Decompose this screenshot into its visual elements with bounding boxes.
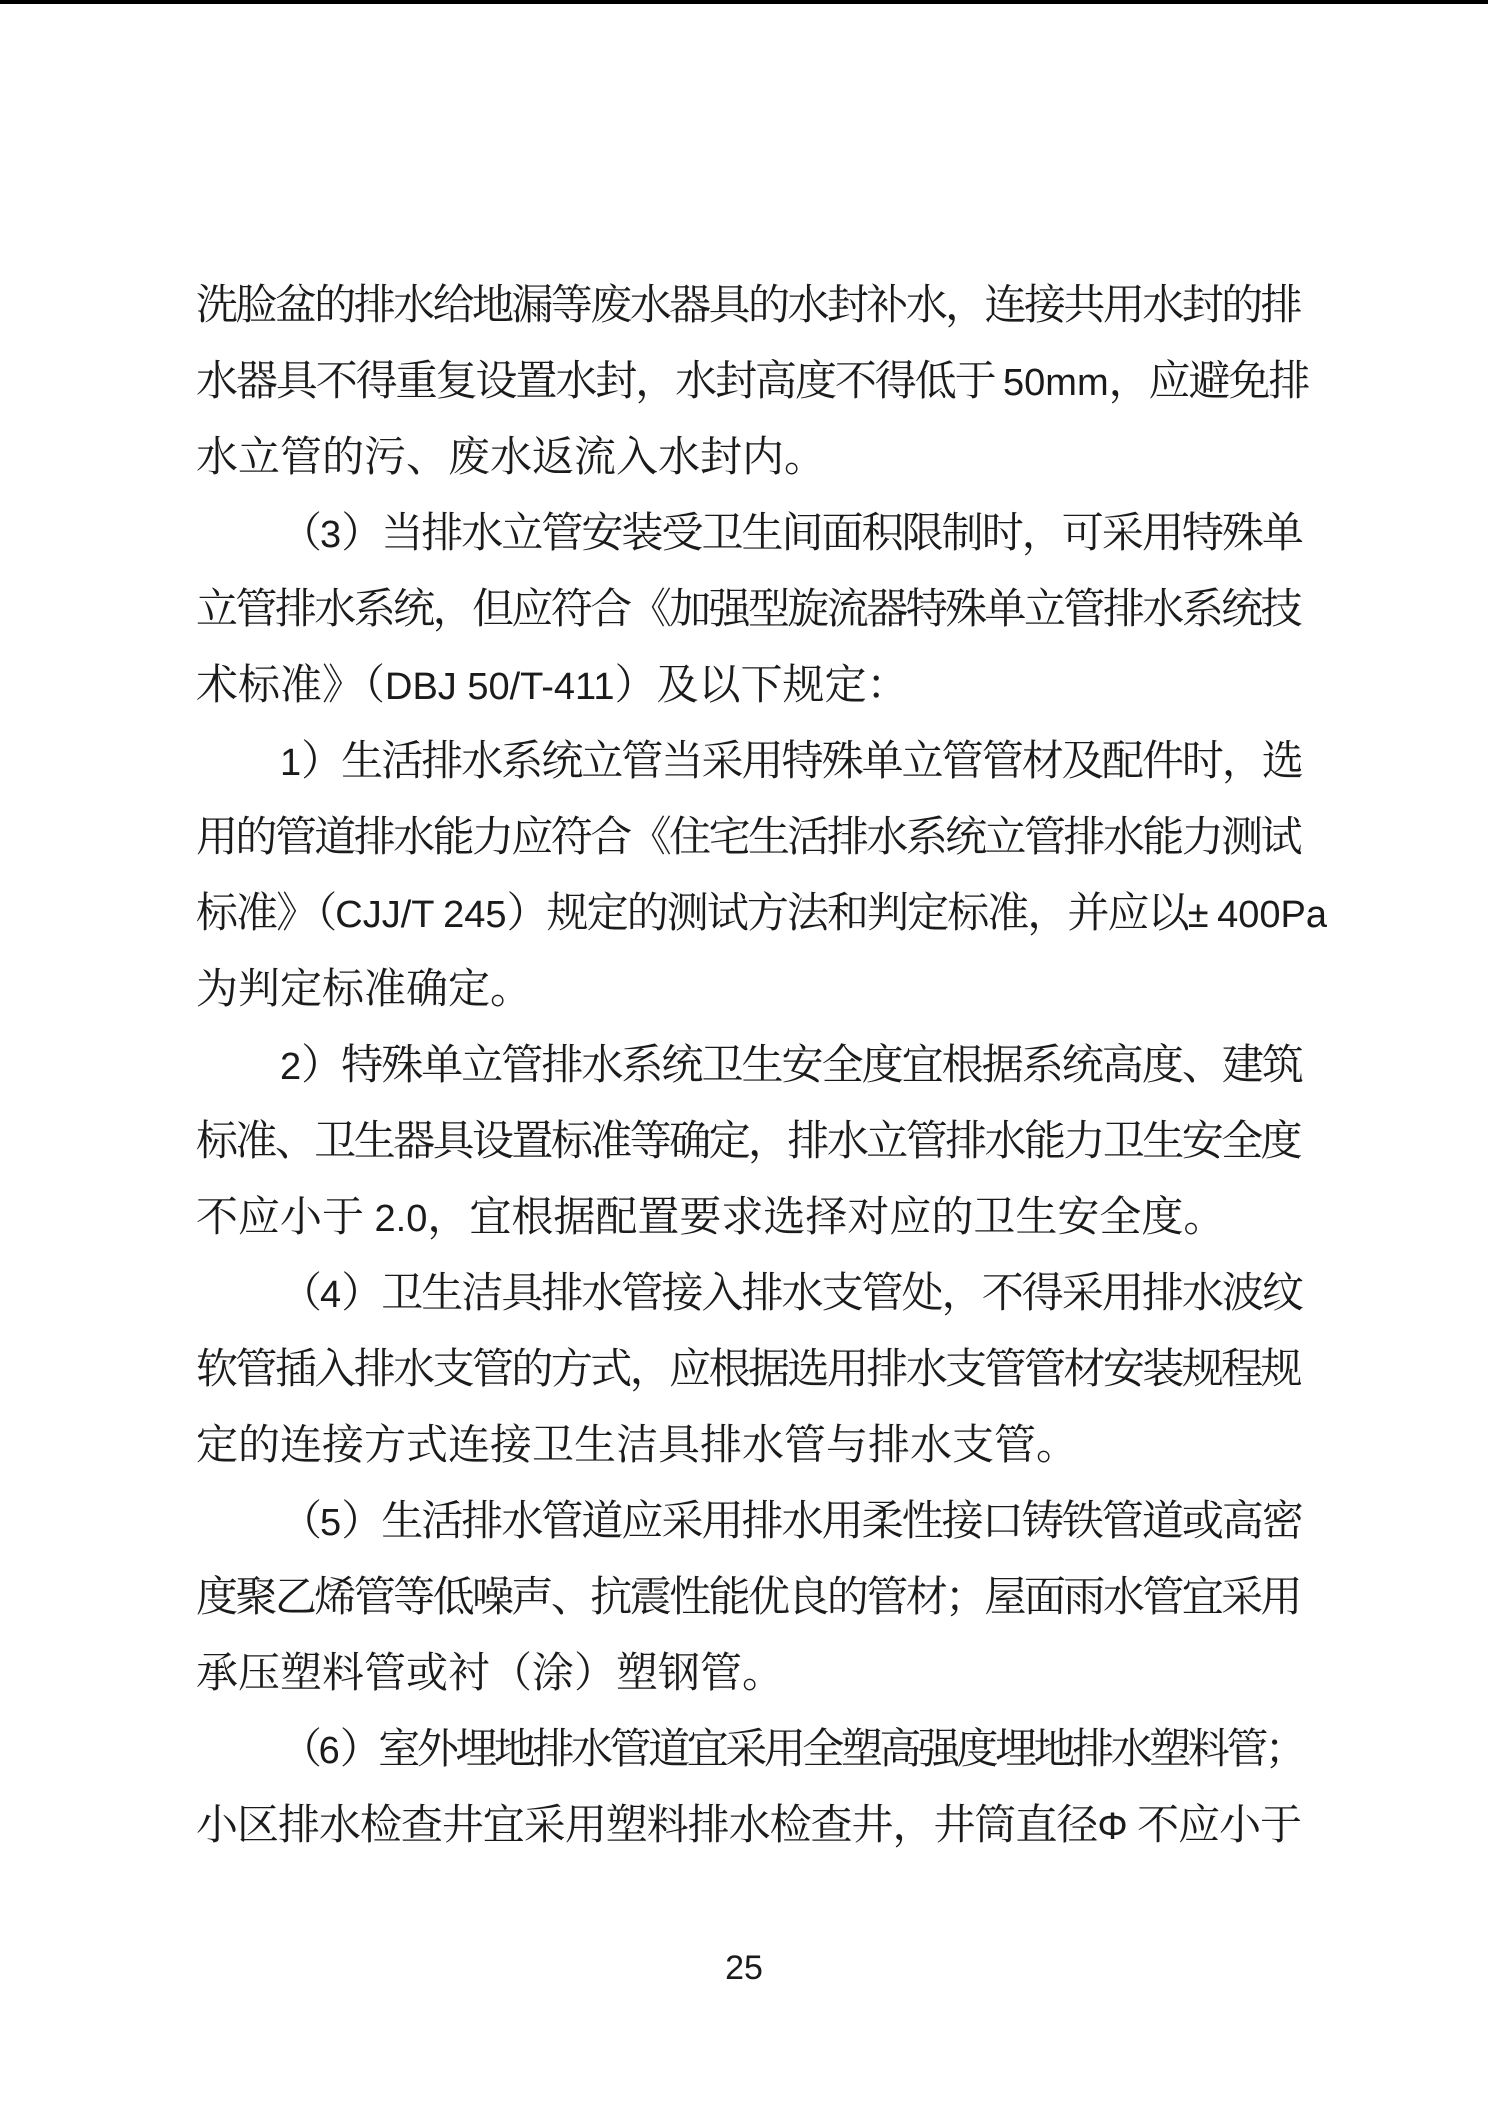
text-line: [196, 268, 1300, 344]
latin-text: 6: [318, 1730, 340, 1772]
latin-text: 50mm: [1003, 362, 1109, 404]
text-line-content: 标准、卫生器具设置标准等确定，排水立管排水能力卫生安全度: [196, 1119, 1300, 1165]
latin-text: 50/T-411: [467, 666, 615, 708]
text-line: [196, 876, 1328, 952]
text-line: [196, 420, 1300, 496]
text-line: [196, 648, 1300, 724]
latin-text: 2: [280, 1046, 302, 1088]
text-line-content: （5）生活排水管道应采用排水用柔性接口铸铁管道或高密: [280, 1499, 1302, 1545]
text-line-content: 承压塑料管或衬（涂）塑钢管。: [196, 1651, 785, 1697]
text-line-content: 软管插入排水支管的方式，应根据选用排水支管管材安装规程规: [196, 1347, 1300, 1393]
text-line-content: 术标准》（DBJ 50/T-411）及以下规定：: [196, 663, 909, 709]
latin-text: 2.0: [374, 1198, 428, 1240]
text-line: [196, 344, 1309, 420]
latin-text: 4: [320, 1274, 342, 1316]
text-line: [196, 1028, 1300, 1104]
text-line: [196, 1788, 1300, 1864]
document-body: [196, 268, 1328, 1864]
text-line-content: 标准》（CJJ/T 245）规定的测试方法和判定标准，并应以± 400Pa: [196, 891, 1328, 937]
page-number: 25: [725, 1949, 763, 1987]
text-line: [196, 1332, 1300, 1408]
latin-text: 5: [320, 1502, 342, 1544]
latin-text: 3: [320, 514, 342, 556]
latin-text: DBJ: [385, 666, 457, 708]
text-line-content: （3）当排水立管安装受卫生间面积限制时，可采用特殊单: [280, 511, 1302, 557]
text-line: [196, 1712, 1304, 1788]
text-line-content: 2）特殊单立管排水系统卫生安全度宜根据系统高度、建筑: [280, 1043, 1302, 1089]
latin-text: 400Pa: [1217, 894, 1328, 936]
text-line-content: 立管排水系统，但应符合《加强型旋流器特殊单立管排水系统技: [196, 587, 1300, 633]
latin-text: CJJ/T: [335, 894, 435, 936]
text-line: [196, 1256, 1300, 1332]
text-line-content: 水立管的污、废水返流入水封内。: [196, 435, 827, 481]
text-line: [196, 952, 1300, 1028]
text-line: [196, 1560, 1300, 1636]
text-line-content: 洗脸盆的排水给地漏等废水器具的水封补水，连接共用水封的排: [196, 283, 1300, 329]
text-line: [196, 572, 1300, 648]
text-line: [196, 1104, 1300, 1180]
text-line: [196, 724, 1300, 800]
text-line: [196, 1636, 1300, 1712]
text-line: [196, 496, 1300, 572]
text-line-content: 为判定标准确定。: [196, 967, 533, 1013]
page-top-border: [0, 0, 1488, 4]
text-line-content: 1）生活排水系统立管当采用特殊单立管管材及配件时，选: [280, 739, 1302, 785]
text-line: [196, 1484, 1300, 1560]
text-line: [196, 1180, 1300, 1256]
text-line-content: 水器具不得重复设置水封，水封高度不得低于 50mm，应避免排: [196, 359, 1309, 405]
text-line-content: 用的管道排水能力应符合《住宅生活排水系统立管排水能力测试: [196, 815, 1300, 861]
text-line: [196, 1408, 1300, 1484]
text-line-content: 度聚乙烯管等低噪声、抗震性能优良的管材；屋面雨水管宜采用: [196, 1575, 1300, 1621]
text-line-content: 小区排水检查井宜采用塑料排水检查井，井筒直径Φ 不应小于: [196, 1803, 1302, 1849]
text-line-content: （4）卫生洁具排水管接入排水支管处，不得采用排水波纹: [280, 1271, 1302, 1317]
text-line-content: 定的连接方式连接卫生洁具排水管与排水支管。: [196, 1423, 1079, 1469]
latin-text: Φ: [1097, 1806, 1128, 1848]
text-line-content: （6）室外埋地排水管道宜采用全塑高强度埋地排水塑料管；: [280, 1727, 1304, 1773]
latin-text: 245: [443, 894, 507, 936]
text-line: [196, 800, 1300, 876]
text-line-content: 不应小于 2.0，宜根据配置要求选择对应的卫生安全度。: [196, 1195, 1226, 1241]
latin-text: ±: [1187, 894, 1209, 936]
latin-text: 1: [280, 742, 302, 784]
